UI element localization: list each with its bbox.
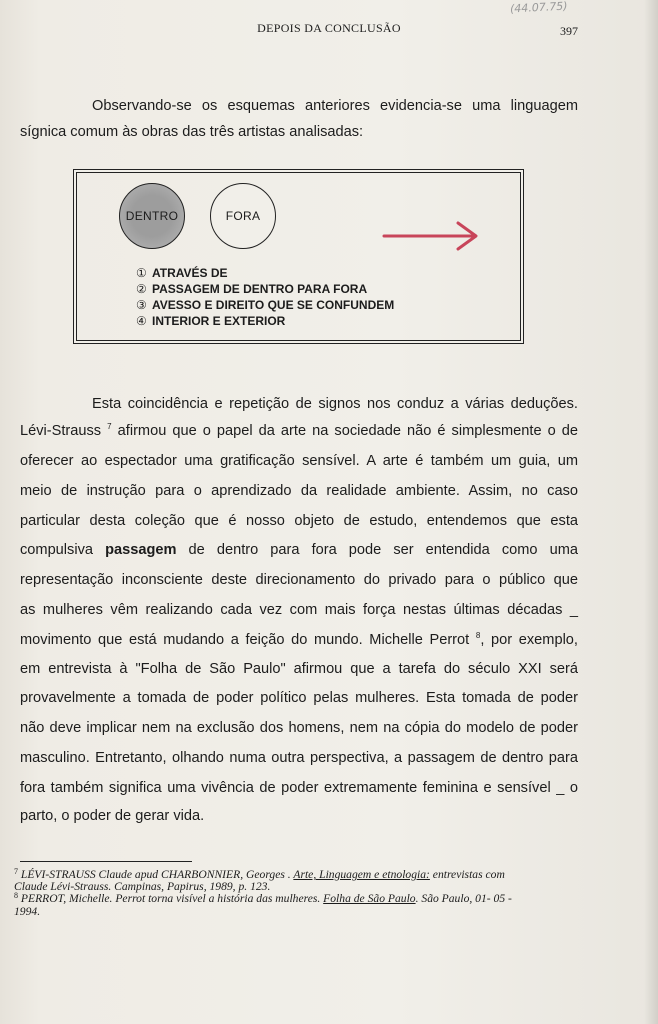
body-line-3: oferecer ao espectador uma gratificação sensível. A arte é também um guia, um — [20, 453, 578, 469]
outside-circle — [210, 183, 276, 249]
body-line-8: as mulheres vêm realizando cada vez com mais força nestas últimas décadas _ — [20, 602, 578, 618]
outside-circle-label: FORA — [225, 209, 261, 223]
legend-text: ATRAVÉS DE — [152, 266, 228, 280]
body-line-14: fora também significa uma vivência de poder extremamente feminina e sensível _ o — [20, 780, 578, 796]
body-line-11: provavelmente a tomada de poder político pelas mulheres. Esta tomada de poder — [20, 690, 578, 706]
footnote-divider — [20, 861, 192, 862]
footnote-title: Arte, Linguagem e etnologia: — [293, 868, 430, 881]
footnote-ref: 7 — [107, 422, 112, 431]
footnote-text: LÉVI-STRAUSS Claude apud CHARBONNIER, Georges . — [20, 868, 291, 881]
page-number: 397 — [560, 24, 578, 38]
legend-number: ① — [136, 266, 147, 280]
body-text: compulsiva — [20, 542, 93, 558]
footnote-number: 7 — [14, 867, 18, 876]
legend-item — [136, 281, 394, 297]
body-text: afirmou que o papel da arte na sociedade não é simplesmente o de — [117, 423, 578, 439]
body-line-12: não deve implicar nem na exclusão dos homens, nem na cópia do modelo de poder — [20, 720, 578, 736]
legend-number: ④ — [136, 314, 147, 328]
body-line-15: parto, o poder de gerar vida. — [20, 808, 205, 824]
handwritten-note: (44.07.75) — [509, 0, 568, 16]
footnote-7-line-2: Claude Lévi-Strauss. Campinas, Papirus, 1989, p. 123. — [14, 880, 271, 893]
footnote-text: entrevistas com — [432, 868, 505, 881]
body-line-9 — [20, 630, 578, 650]
legend-number: ③ — [136, 298, 147, 312]
footnote-number: 8 — [14, 891, 18, 900]
emphasis-text: passagem — [105, 542, 177, 558]
body-line-4: meio de instrução para o aprendizado da realidade ambiente. Assim, no caso — [20, 483, 578, 499]
body-line-5: particular desta coleção que é nosso objeto de estudo, entendemos que esta — [20, 513, 578, 529]
right-arrow-icon — [382, 218, 482, 254]
footnote-8-line-1 — [14, 893, 574, 905]
legend-text: AVESSO E DIREITO QUE SE CONFUNDEM — [152, 298, 395, 312]
body-line-6 — [20, 540, 578, 560]
running-title: DEPOIS DA CONCLUSÃO — [257, 21, 401, 35]
body-line-13: masculino. Entretanto, olhando numa outra perspectiva, a passagem de dentro para — [20, 750, 578, 766]
body-line-7: representação inconsciente deste direcionamento do privado para o público que — [20, 572, 578, 588]
body-line-1: Esta coincidência e repetição de signos nos conduz a várias deduções. — [92, 396, 578, 412]
legend-number: ② — [136, 282, 147, 296]
legend-text: PASSAGEM DE DENTRO PARA FORA — [152, 282, 368, 296]
inside-circle — [119, 183, 185, 249]
legend-item — [136, 313, 394, 329]
legend-item — [136, 297, 394, 313]
legend-item — [136, 265, 394, 281]
legend-text: INTERIOR E EXTERIOR — [152, 314, 286, 328]
intro-line-2: sígnica comum às obras das três artistas analisadas: — [20, 124, 364, 140]
body-line-10: em entrevista à "Folha de São Paulo" afirmou que a tarefa do século XXI será — [20, 661, 578, 677]
footnote-8-line-2: 1994. — [14, 905, 41, 918]
body-line-2 — [20, 421, 578, 441]
footnote-title: Folha de São Paulo — [323, 892, 416, 905]
footnote-text: PERROT, Michelle. Perrot torna visível a história das mulheres. — [20, 892, 321, 905]
inside-circle-label: DENTRO — [125, 209, 179, 223]
body-text: de dentro para fora pode ser entendida como uma — [188, 542, 578, 558]
footnote-ref: 8 — [475, 631, 481, 640]
body-text: movimento que está mudando a feição do mundo. Michelle Perrot — [20, 632, 470, 648]
footnote-text: . São Paulo, 01- 05 - — [415, 892, 512, 905]
diagram-legend — [136, 265, 394, 329]
body-text: Lévi-Strauss — [20, 423, 102, 439]
intro-line-1: Observando-se os esquemas anteriores evidencia-se uma linguagem — [92, 98, 578, 114]
inside-outside-diagram — [73, 169, 524, 344]
body-text: , por exemplo, — [480, 632, 578, 648]
